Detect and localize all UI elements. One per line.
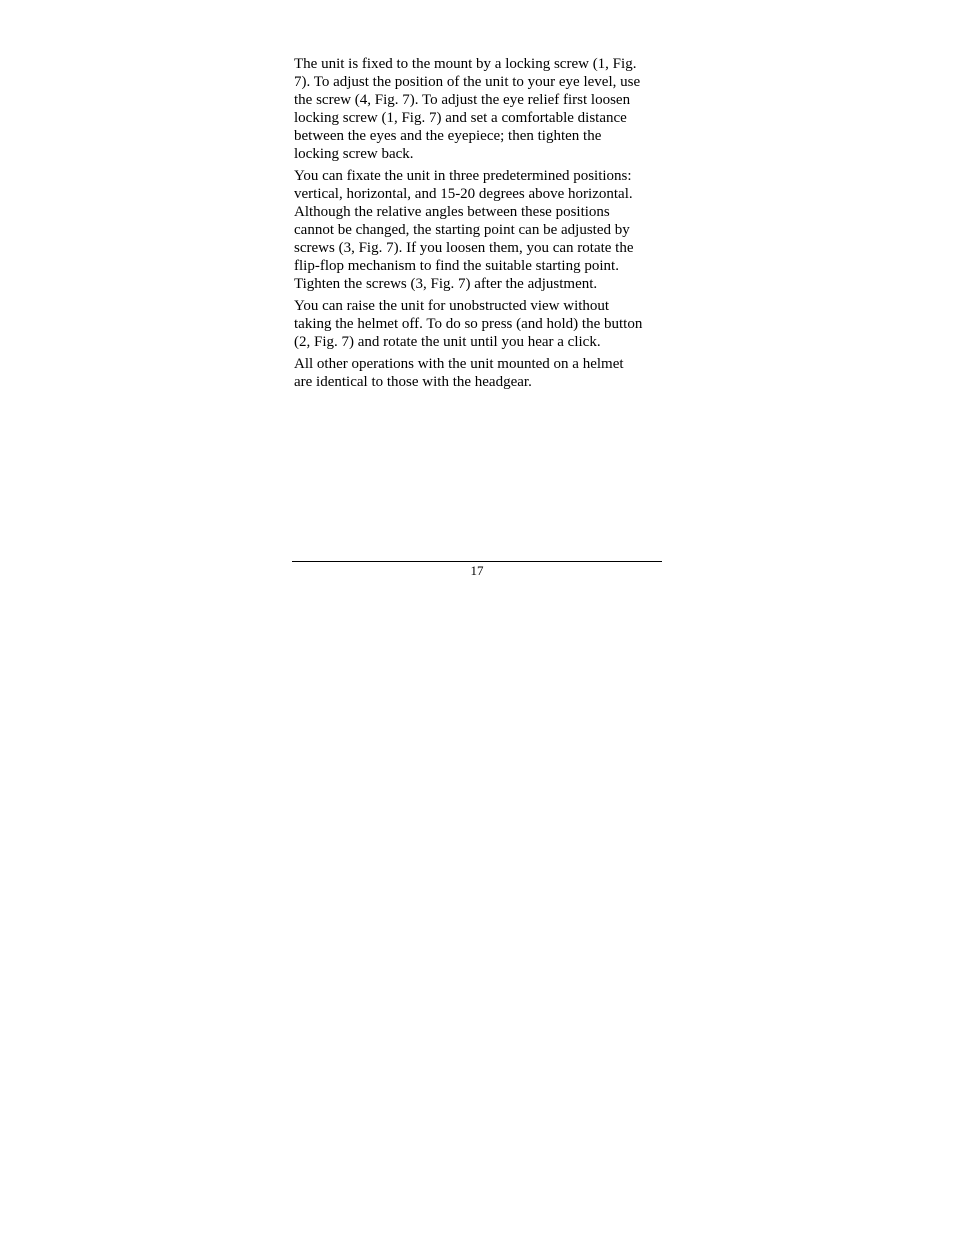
- text-line: Although the relative angles between these positions: [294, 204, 610, 220]
- paragraph-raise-unit: [294, 297, 662, 351]
- text-line: locking screw back.: [294, 146, 414, 162]
- text-line: the screw (4, Fig. 7). To adjust the eye relief first loosen: [294, 92, 631, 108]
- paragraph-locking-screw: [294, 55, 662, 163]
- page-number: 17: [470, 563, 484, 578]
- body-text: [294, 55, 662, 395]
- text-line: All other operations with the unit mounted on a helmet: [294, 356, 624, 372]
- paragraph-positions: [294, 167, 662, 293]
- text-line: between the eyes and the eyepiece; then tighten the: [294, 128, 602, 144]
- footer-divider: [292, 561, 662, 562]
- text-line: (2, Fig. 7) and rotate the unit until you hear a click.: [294, 334, 601, 350]
- text-line: The unit is fixed to the mount by a locking screw (1, Fig.: [294, 56, 637, 72]
- text-line: cannot be changed, the starting point can be adjusted by: [294, 222, 630, 238]
- text-line: Tighten the screws (3, Fig. 7) after the adjustment.: [294, 276, 598, 292]
- text-line: flip-flop mechanism to find the suitable starting point.: [294, 258, 619, 274]
- text-line: taking the helmet off. To do so press (and hold) the button: [294, 316, 643, 332]
- text-line: vertical, horizontal, and 15-20 degrees above horizontal.: [294, 186, 633, 202]
- text-line: 7). To adjust the position of the unit to your eye level, use: [294, 74, 641, 90]
- text-line: You can raise the unit for unobstructed view without: [294, 298, 610, 314]
- text-line: are identical to those with the headgear.: [294, 374, 532, 390]
- text-line: You can fixate the unit in three predetermined positions:: [294, 168, 632, 184]
- text-line: locking screw (1, Fig. 7) and set a comfortable distance: [294, 110, 627, 126]
- text-line: screws (3, Fig. 7). If you loosen them, you can rotate the: [294, 240, 634, 256]
- paragraph-other-operations: [294, 355, 662, 391]
